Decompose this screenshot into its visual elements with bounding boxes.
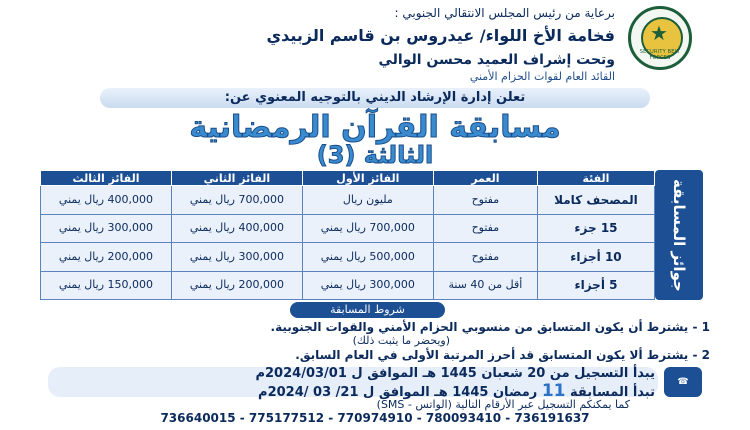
- header-third: الفائز الثالث: [41, 171, 172, 186]
- star-icon: ★: [650, 21, 668, 45]
- contest-start-day: 11: [541, 381, 566, 401]
- condition-1-note: (ويحضر ما يثبت ذلك): [352, 334, 450, 347]
- cell-third: 300,000 ريال يمني: [41, 214, 172, 243]
- registration-start: يبدأ التسجيل من 20 شعبان 1445 هـ الموافق ل 2024/03/01م: [255, 366, 655, 381]
- cell-age: مفتوح: [433, 214, 537, 243]
- cell-third: 200,000 ريال يمني: [41, 243, 172, 272]
- contest-start-prefix: تبدأ المسابقة: [570, 385, 655, 400]
- header-category: الفئة: [537, 171, 654, 186]
- cell-category: 5 أجزاء: [537, 271, 654, 300]
- table-row: [41, 271, 655, 300]
- competition-title: مسابقة القرآن الرمضانية: [189, 110, 561, 145]
- security-belt-logo: [628, 6, 692, 70]
- cell-age: أقل من 40 سنة: [433, 271, 537, 300]
- cell-category: المصحف كاملا: [537, 186, 654, 215]
- header-second: الفائز الثاني: [171, 171, 302, 186]
- prizes-side-label: جوائز المسابقة: [655, 170, 703, 300]
- patron-line: برعاية من رئيس المجلس الانتقالي الجنوبي :: [394, 6, 615, 20]
- phone-numbers: 736640015 - 775177512 - 770974910 - 780093410 - 736191637: [160, 411, 590, 425]
- table-header-row: [41, 171, 655, 186]
- announcement-bar: تعلن إدارة الإرشاد الديني بالتوجيه المعنوي عن:: [100, 88, 650, 108]
- header-age: العمر: [433, 171, 537, 186]
- cell-third: 400,000 ريال يمني: [41, 186, 172, 215]
- table-row: [41, 186, 655, 215]
- patron-name: فخامة الأخ اللواء/ عيدروس بن قاسم الزبيدي: [266, 26, 615, 45]
- conditions-label: شروط المسابقة: [290, 302, 445, 318]
- table-row: [41, 243, 655, 272]
- prizes-table: [40, 170, 655, 300]
- cell-second: 400,000 ريال يمني: [171, 214, 302, 243]
- supervisor-line: وتحت إشراف العميد محسن الوالي: [378, 52, 615, 68]
- cell-first: 700,000 ريال يمني: [302, 214, 433, 243]
- cell-category: 15 جزء: [537, 214, 654, 243]
- cell-age: مفتوح: [433, 243, 537, 272]
- logo-ring-text: SECURITY BELT FORCES: [639, 49, 681, 61]
- cell-third: 150,000 ريال يمني: [41, 271, 172, 300]
- cell-second: 700,000 ريال يمني: [171, 186, 302, 215]
- contest-start-rest: رمضان 1445 هـ الموافق ل 21/ 03 /2024م: [258, 385, 538, 400]
- cell-first: 500,000 ريال يمني: [302, 243, 433, 272]
- condition-2: 2 - يشترط ألا يكون المتسابق قد أحرز المرتبة الأولى في العام السابق.: [295, 348, 710, 362]
- condition-1: 1 - يشترط أن يكون المتسابق من منسوبي الحزام الأمني والقوات الجنوبية.: [270, 320, 710, 334]
- cell-first: مليون ريال: [302, 186, 433, 215]
- table-row: [41, 214, 655, 243]
- competition-edition: الثالثة (3): [316, 141, 434, 169]
- cell-category: 10 أجزاء: [537, 243, 654, 272]
- contact-line: كما يمكنكم التسجيل عبر الأرقام التالية (الواتس - SMS): [376, 398, 630, 411]
- phone-icon: ☎: [664, 367, 702, 397]
- cell-age: مفتوح: [433, 186, 537, 215]
- cell-first: 300,000 ريال يمني: [302, 271, 433, 300]
- supervisor-title: القائد العام لقوات الحزام الأمني: [469, 70, 615, 83]
- cell-second: 300,000 ريال يمني: [171, 243, 302, 272]
- header-first: الفائز الأول: [302, 171, 433, 186]
- cell-second: 200,000 ريال يمني: [171, 271, 302, 300]
